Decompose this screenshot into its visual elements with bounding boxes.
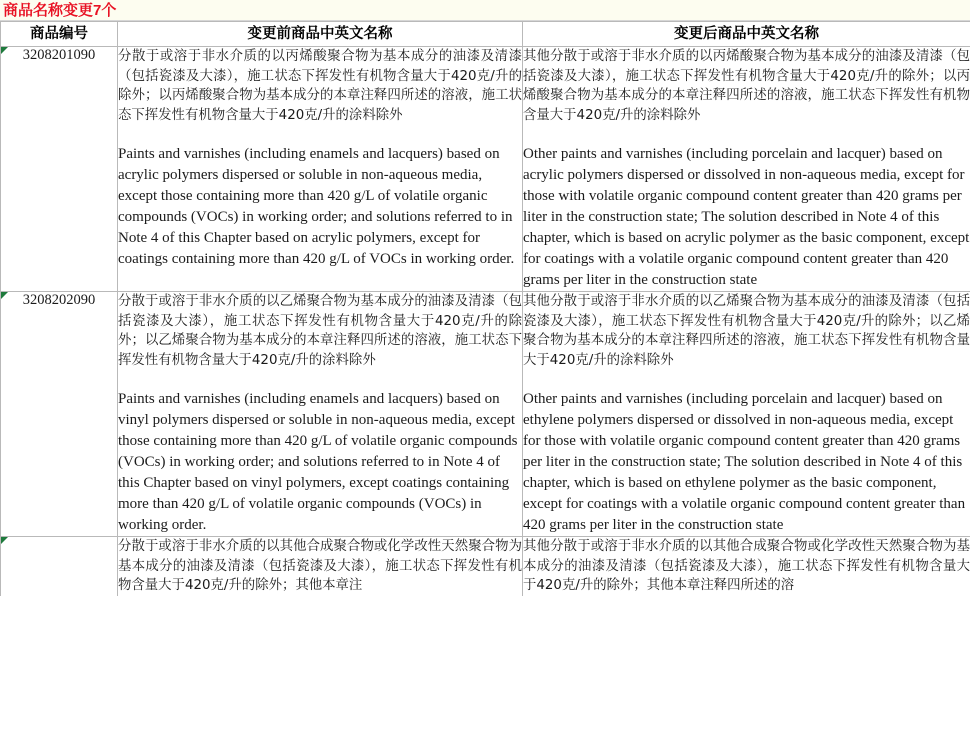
cell-name-before[interactable]: [118, 47, 523, 292]
name-before-english: Paints and varnishes (including enamels and lacquers) based on acrylic polymers dispersed or soluble in non-aqueous media, except those containing more than 420 g/L of volatile organic compounds (VOCs) in working order; and solutions referred to in Note 4 of this Chapter based on acrylic polymers, except for coatings containing more than 420 g/L of VOCs in working order.: [118, 146, 515, 267]
product-name-change-table: [0, 21, 970, 596]
column-header-product-code[interactable]: 商品编号: [1, 22, 118, 47]
name-before-english: Paints and varnishes (including enamels and lacquers) based on vinyl polymers dispersed or soluble in non-aqueous media, except those containing more than 420 g/L of volatile organic compounds (VOCs) in working order; and solutions referred to in Note 4 of this Chapter based on vinyl polymers, except coatings containing more than 420 g/L of volatile organic compounds (VOCs) in working order.: [118, 391, 518, 533]
name-after-chinese: 其他分散于或溶于非水介质的以乙烯聚合物为基本成分的油漆及清漆（包括瓷漆及大漆），施工状态下挥发性有机物含量大于420克/升的除外；以乙烯聚合物为基本成分的本章注释四所述的溶液，施工状态下挥发性有机物含量大于420克/升的涂料除外: [523, 294, 970, 368]
cell-name-after[interactable]: [523, 47, 970, 292]
clipped-content: [118, 537, 522, 596]
table-header-row: [1, 22, 970, 47]
cell-name-after[interactable]: [523, 292, 970, 537]
page-title: 商品名称变更7个: [3, 1, 117, 19]
cell-name-after[interactable]: [523, 537, 970, 596]
name-after-chinese: 其他分散于或溶于非水介质的以丙烯酸聚合物为基本成分的油漆及清漆（包括瓷漆及大漆），施工状态下挥发性有机物含量大于420克/升的除外；以丙烯酸聚合物为基本成分的本章注释四所述的溶液，施工状态下挥发性有机物含量大于420克/升的涂料除外: [523, 49, 970, 123]
column-header-name-before[interactable]: 变更前商品中英文名称: [118, 22, 523, 47]
table-row: [1, 292, 970, 537]
name-before-chinese: 分散于或溶于非水介质的以其他合成聚合物或化学改性天然聚合物为基本成分的油漆及清漆（包括瓷漆及大漆），施工状态下挥发性有机物含量大于420克/升的除外；其他本章注: [118, 539, 522, 593]
cell-product-code[interactable]: 3208201090: [1, 47, 118, 292]
cell-name-before[interactable]: [118, 292, 523, 537]
name-before-chinese: 分散于或溶于非水介质的以丙烯酸聚合物为基本成分的油漆及清漆（包括瓷漆及大漆），施工状态下挥发性有机物含量大于420克/升的除外；以丙烯酸聚合物为基本成分的本章注释四所述的溶液，施工状态下挥发性有机物含量大于420克/升的涂料除外: [118, 49, 522, 123]
clipped-content: [523, 537, 970, 596]
cell-product-code[interactable]: 3208202090: [1, 292, 118, 537]
name-after-english: Other paints and varnishes (including porcelain and lacquer) based on ethylene polymers dispersed or dissolved in non-aqueous media, except for those with volatile organic compound content greater than 420 grams per liter in the construction state; The solution described in Note 4 of this chapter, which is based on ethylene polymer as the basic component, except for coatings with a volatile organic compound content greater than 420 grams per liter in the construction state: [523, 391, 966, 533]
name-after-english: Other paints and varnishes (including porcelain and lacquer) based on acrylic polymers dispersed or dissolved in non-aqueous media, except for those with volatile organic compound content greater than 420 grams per liter in the construction state; The solution described in Note 4 of this chapter, which is based on acrylic polymer as the basic component, except for coatings with a volatile organic compound content greater than 420 grams per liter in the construction state: [523, 146, 970, 288]
name-after-chinese: 其他分散于或溶于非水介质的以其他合成聚合物或化学改性天然聚合物为基本成分的油漆及清漆（包括瓷漆及大漆），施工状态下挥发性有机物含量大于420克/升的除外；其他本章注释四所述的溶: [523, 539, 970, 593]
name-before-chinese: 分散于或溶于非水介质的以乙烯聚合物为基本成分的油漆及清漆（包括瓷漆及大漆），施工状态下挥发性有机物含量大于420克/升的除外；以乙烯聚合物为基本成分的本章注释四所述的溶液，施工状态下挥发性有机物含量大于420克/升的涂料除外: [118, 294, 522, 368]
table-row: [1, 537, 970, 596]
paragraph-spacer: [523, 370, 970, 389]
sheet-title-banner: [0, 0, 970, 21]
cell-name-before[interactable]: [118, 537, 523, 596]
cell-product-code[interactable]: [1, 537, 118, 596]
paragraph-spacer: [118, 370, 522, 389]
column-header-name-after[interactable]: 变更后商品中英文名称: [523, 22, 970, 47]
table-row: [1, 47, 970, 292]
paragraph-spacer: [523, 125, 970, 144]
paragraph-spacer: [118, 125, 522, 144]
